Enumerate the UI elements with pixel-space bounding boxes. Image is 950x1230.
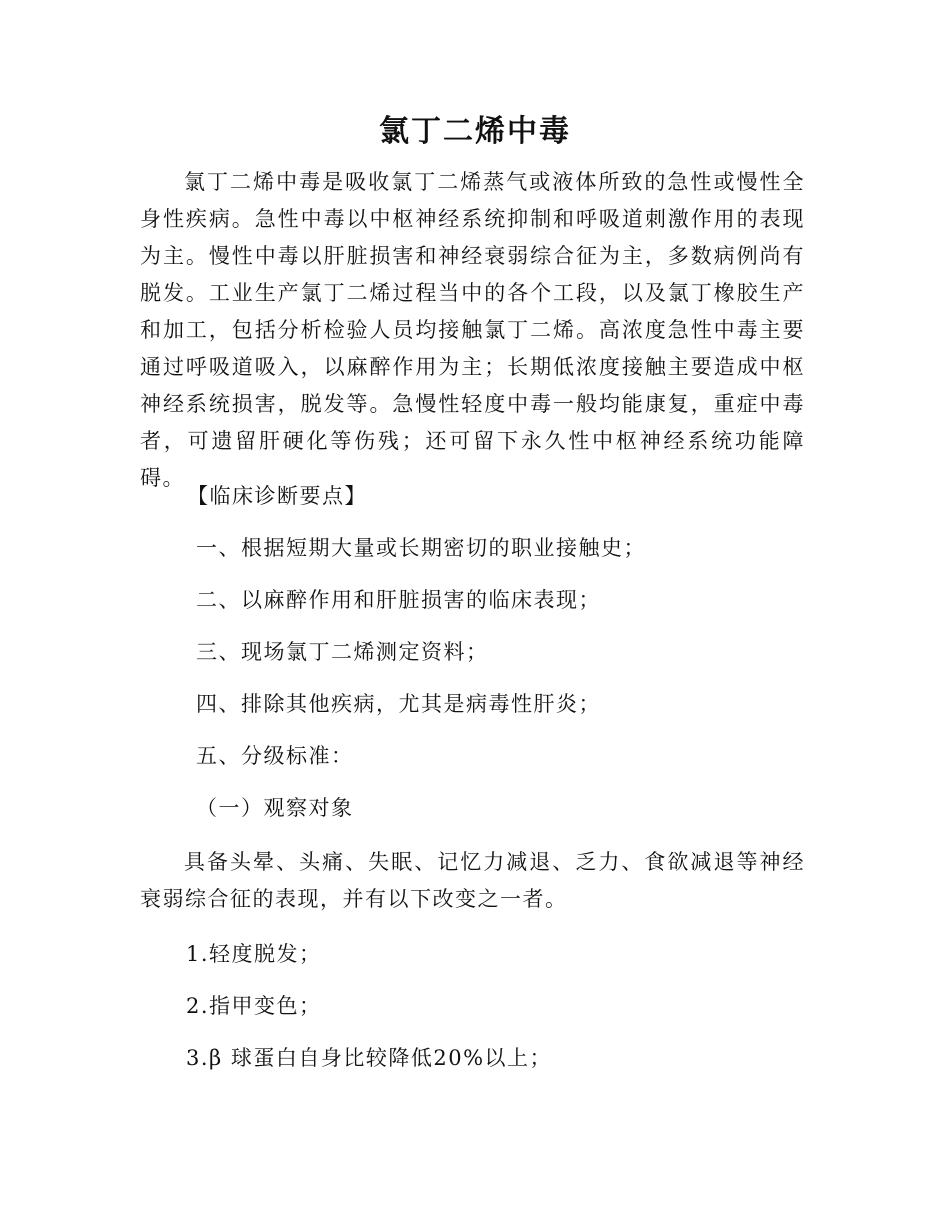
section-heading: 【临床诊断要点】	[187, 484, 367, 508]
diagnosis-point-2: 二、以麻醉作用和肝脏损害的临床表现；	[196, 588, 601, 612]
subsection-paragraph: 具备头晕、头痛、失眠、记忆力减退、乏力、食欲减退等神经衰弱综合征的表现，并有以下改变之一者。	[140, 850, 805, 911]
diagnosis-point-1: 一、根据短期大量或长期密切的职业接触史；	[196, 536, 646, 560]
diagnosis-point-5: 五、分级标准：	[196, 744, 354, 768]
intro-paragraph: 氯丁二烯中毒是吸收氯丁二烯蒸气或液体所致的急性或慢性全身性疾病。急性中毒以中枢神经系统抑制和呼吸道刺激作用的表现为主。慢性中毒以肝脏损害和神经衰弱综合征为主，多数病例尚有脱发。工业生产氯丁二烯过程当中的各个工段，以及氯丁橡胶生产和加工，包括分析检验人员均接触氯丁二烯。高浓度急性中毒主要通过呼吸道吸入，以麻醉作用为主；长期低浓度接触主要造成中枢神经系统损害，脱发等。急慢性轻度中毒一般均能康复，重症中毒者，可遗留肝硬化等伤残；还可留下永久性中枢神经系统功能障碍。	[140, 170, 805, 490]
list-item-2: 2.指甲变色；	[186, 994, 322, 1018]
list-item-1: 1.轻度脱发；	[186, 942, 322, 966]
list-item-3: 3.β 球蛋白自身比较降低20%以上；	[186, 1046, 553, 1070]
diagnosis-point-3: 三、现场氯丁二烯测定资料；	[196, 640, 489, 664]
subsection-heading: （一）观察对象	[196, 796, 354, 820]
diagnosis-point-4: 四、排除其他疾病，尤其是病毒性肝炎；	[196, 692, 601, 716]
document-title: 氯丁二烯中毒	[379, 114, 571, 149]
